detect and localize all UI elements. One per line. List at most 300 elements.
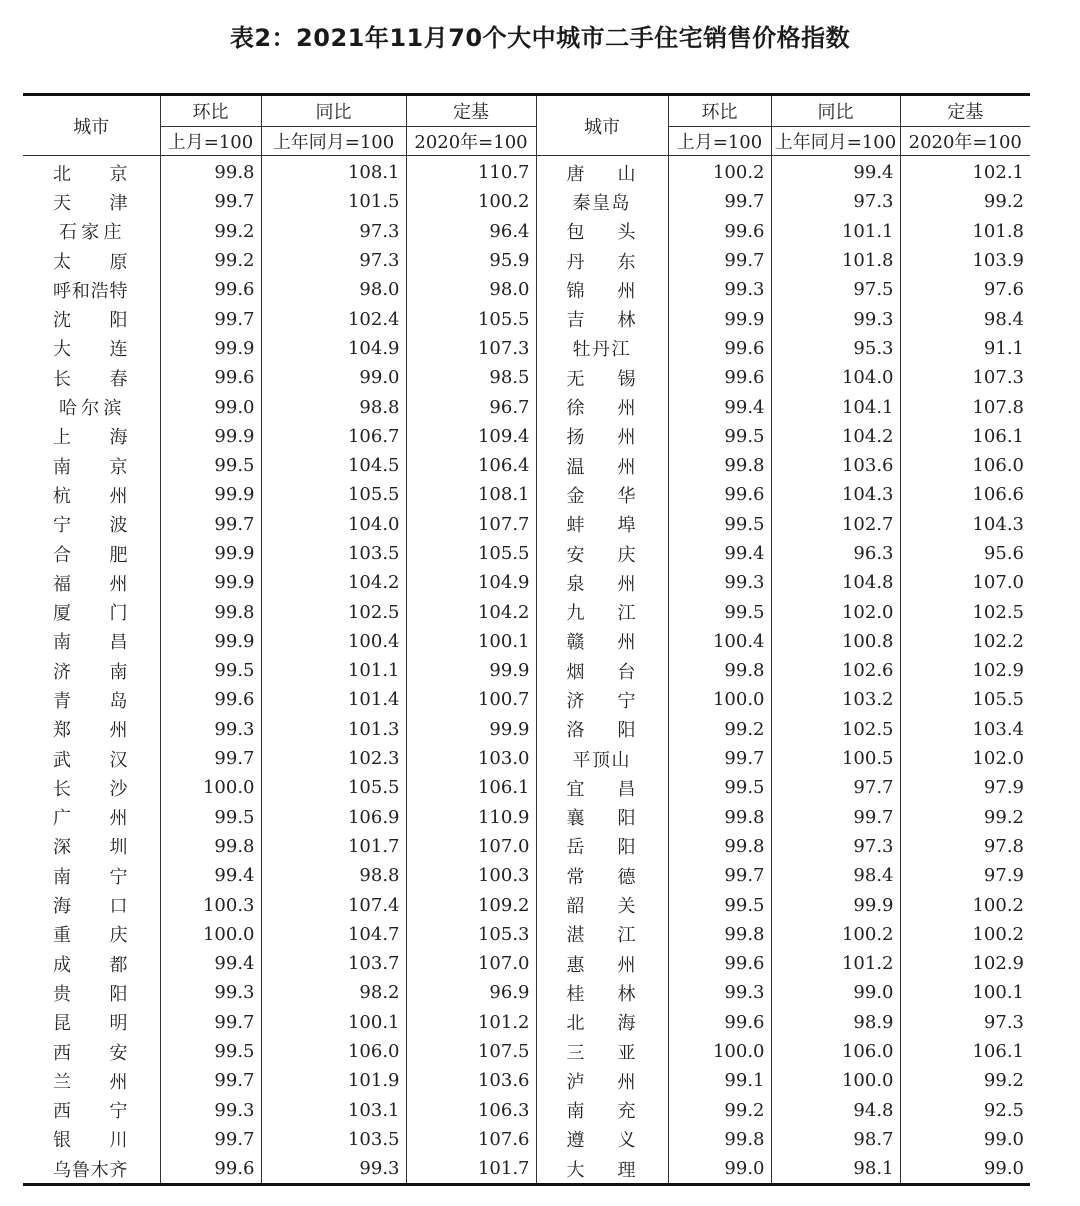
header-base-sub-right: 2020年=100 xyxy=(900,127,1030,156)
left-mom-cell: 99.7 xyxy=(160,1008,261,1037)
left-city-cell: 南 昌 xyxy=(23,627,160,656)
left-city-cell: 天 津 xyxy=(23,187,160,216)
left-city-cell: 南 京 xyxy=(23,451,160,480)
right-city-cell: 锦 州 xyxy=(536,275,668,304)
right-base-cell: 102.2 xyxy=(972,630,1024,652)
left-mom-cell: 99.9 xyxy=(160,334,261,363)
right-base-cell: 92.5 xyxy=(983,1099,1024,1121)
left-mom-cell: 99.6 xyxy=(160,363,261,392)
left-yoy-cell: 104.9 xyxy=(261,334,406,363)
right-city-cell: 大 理 xyxy=(536,1154,668,1185)
left-yoy-cell: 104.7 xyxy=(261,920,406,949)
left-city-cell: 昆 明 xyxy=(23,1008,160,1037)
left-base-cell: 105.3 xyxy=(406,920,536,949)
table-row xyxy=(23,685,1030,714)
right-mom-cell: 99.2 xyxy=(668,715,771,744)
right-city-cell: 包 头 xyxy=(536,217,668,246)
right-yoy-cell: 101.8 xyxy=(771,246,900,275)
right-yoy-cell: 97.3 xyxy=(771,187,900,216)
left-mom-cell: 99.9 xyxy=(160,627,261,656)
table-row xyxy=(23,861,1030,890)
left-yoy-cell: 101.1 xyxy=(261,656,406,685)
left-yoy-cell: 97.3 xyxy=(261,246,406,275)
right-base-cell: 106.1 xyxy=(972,1041,1024,1063)
left-mom-cell: 99.5 xyxy=(160,1037,261,1066)
right-city-cell: 济 宁 xyxy=(536,685,668,714)
left-mom-cell: 100.0 xyxy=(160,920,261,949)
right-yoy-cell: 97.5 xyxy=(771,275,900,304)
table-row xyxy=(23,539,1030,568)
table-row xyxy=(23,304,1030,333)
left-base-cell: 107.7 xyxy=(406,510,536,539)
left-mom-cell: 100.3 xyxy=(160,890,261,919)
left-yoy-cell: 102.5 xyxy=(261,597,406,626)
right-yoy-cell: 103.6 xyxy=(771,451,900,480)
left-mom-cell: 99.7 xyxy=(160,744,261,773)
right-base-cell: 100.2 xyxy=(972,894,1024,916)
right-mom-cell: 99.6 xyxy=(668,334,771,363)
right-city-cell: 襄 阳 xyxy=(536,803,668,832)
header-yoy-sub-right: 上年同月=100 xyxy=(771,127,900,156)
left-yoy-cell: 105.5 xyxy=(261,773,406,802)
table-row xyxy=(23,510,1030,539)
right-city-cell: 宜 昌 xyxy=(536,773,668,802)
left-base-cell: 98.5 xyxy=(406,363,536,392)
right-mom-cell: 99.4 xyxy=(668,539,771,568)
right-city-cell: 安 庆 xyxy=(536,539,668,568)
left-city-cell: 北 京 xyxy=(23,156,160,188)
left-base-cell: 103.0 xyxy=(406,744,536,773)
right-city-cell: 南 充 xyxy=(536,1096,668,1125)
right-mom-cell: 99.3 xyxy=(668,978,771,1007)
left-base-cell: 109.2 xyxy=(406,890,536,919)
right-base-cell: 103.4 xyxy=(972,718,1024,740)
right-yoy-cell: 97.7 xyxy=(771,773,900,802)
left-base-cell: 104.2 xyxy=(406,597,536,626)
left-yoy-cell: 102.4 xyxy=(261,304,406,333)
right-city-cell: 丹 东 xyxy=(536,246,668,275)
right-city-cell: 韶 关 xyxy=(536,890,668,919)
right-yoy-cell: 99.7 xyxy=(771,803,900,832)
right-yoy-cell: 98.7 xyxy=(771,1125,900,1154)
left-base-cell: 107.5 xyxy=(406,1037,536,1066)
table-row xyxy=(23,1037,1030,1066)
left-city-cell: 乌鲁木齐 xyxy=(23,1154,160,1185)
left-base-cell: 110.9 xyxy=(406,803,536,832)
right-mom-cell: 99.8 xyxy=(668,803,771,832)
left-yoy-cell: 100.1 xyxy=(261,1008,406,1037)
right-mom-cell: 99.5 xyxy=(668,890,771,919)
header-yoy: 同比 xyxy=(261,95,406,127)
left-yoy-cell: 103.5 xyxy=(261,1125,406,1154)
table-row xyxy=(23,773,1030,802)
right-yoy-cell: 100.2 xyxy=(771,920,900,949)
left-mom-cell: 99.5 xyxy=(160,451,261,480)
price-index-table xyxy=(23,93,1030,1186)
right-yoy-cell: 99.3 xyxy=(771,304,900,333)
header-base-sub: 2020年=100 xyxy=(406,127,536,156)
table-row xyxy=(23,451,1030,480)
left-city-cell: 郑 州 xyxy=(23,715,160,744)
left-yoy-cell: 99.3 xyxy=(261,1154,406,1185)
left-mom-cell: 99.7 xyxy=(160,304,261,333)
left-city-cell: 海 口 xyxy=(23,890,160,919)
right-mom-cell: 99.5 xyxy=(668,422,771,451)
right-base-cell: 102.9 xyxy=(972,953,1024,975)
left-yoy-cell: 99.0 xyxy=(261,363,406,392)
left-base-cell: 100.1 xyxy=(406,627,536,656)
right-city-cell: 岳 阳 xyxy=(536,832,668,861)
left-city-cell: 成 都 xyxy=(23,949,160,978)
left-city-cell: 太 原 xyxy=(23,246,160,275)
table-row xyxy=(23,422,1030,451)
table-row xyxy=(23,803,1030,832)
right-city-cell: 洛 阳 xyxy=(536,715,668,744)
table-row xyxy=(23,334,1030,363)
right-yoy-cell: 104.8 xyxy=(771,568,900,597)
right-base-cell: 102.0 xyxy=(972,748,1024,770)
left-city-cell: 宁 波 xyxy=(23,510,160,539)
left-mom-cell: 99.9 xyxy=(160,480,261,509)
right-base-cell: 104.3 xyxy=(972,513,1024,535)
left-mom-cell: 99.5 xyxy=(160,803,261,832)
left-mom-cell: 99.7 xyxy=(160,510,261,539)
right-base-cell: 106.1 xyxy=(972,425,1024,447)
right-base-cell: 99.2 xyxy=(983,191,1024,213)
left-city-cell: 深 圳 xyxy=(23,832,160,861)
left-yoy-cell: 106.7 xyxy=(261,422,406,451)
right-yoy-cell: 98.9 xyxy=(771,1008,900,1037)
table-row xyxy=(23,480,1030,509)
left-base-cell: 105.5 xyxy=(406,304,536,333)
left-city-cell: 合 肥 xyxy=(23,539,160,568)
right-yoy-cell: 104.3 xyxy=(771,480,900,509)
right-mom-cell: 100.0 xyxy=(668,685,771,714)
left-mom-cell: 99.4 xyxy=(160,949,261,978)
right-base-cell: 97.9 xyxy=(983,777,1024,799)
right-yoy-cell: 96.3 xyxy=(771,539,900,568)
right-yoy-cell: 94.8 xyxy=(771,1096,900,1125)
right-city-cell: 遵 义 xyxy=(536,1125,668,1154)
right-yoy-cell: 102.7 xyxy=(771,510,900,539)
header-city: 城市 xyxy=(23,95,160,156)
right-city-cell: 九 江 xyxy=(536,597,668,626)
table-row xyxy=(23,217,1030,246)
table-row xyxy=(23,1125,1030,1154)
table-row xyxy=(23,978,1030,1007)
right-yoy-cell: 102.6 xyxy=(771,656,900,685)
right-city-cell: 徐 州 xyxy=(536,392,668,421)
left-base-cell: 101.7 xyxy=(406,1154,536,1185)
right-base-cell: 97.3 xyxy=(983,1011,1024,1033)
left-base-cell: 107.6 xyxy=(406,1125,536,1154)
right-city-cell: 牡丹江 xyxy=(536,334,668,363)
table-row xyxy=(23,392,1030,421)
right-yoy-cell: 100.8 xyxy=(771,627,900,656)
right-base-cell: 105.5 xyxy=(972,689,1024,711)
left-mom-cell: 99.0 xyxy=(160,392,261,421)
left-base-cell: 105.5 xyxy=(406,539,536,568)
left-mom-cell: 99.3 xyxy=(160,715,261,744)
left-base-cell: 108.1 xyxy=(406,480,536,509)
left-base-cell: 109.4 xyxy=(406,422,536,451)
table-row xyxy=(23,715,1030,744)
header-yoy-sub: 上年同月=100 xyxy=(261,127,406,156)
left-mom-cell: 99.2 xyxy=(160,217,261,246)
right-mom-cell: 99.8 xyxy=(668,832,771,861)
right-mom-cell: 99.5 xyxy=(668,510,771,539)
left-city-cell: 南 宁 xyxy=(23,861,160,890)
left-mom-cell: 99.7 xyxy=(160,1125,261,1154)
right-mom-cell: 99.2 xyxy=(668,1096,771,1125)
right-base-cell: 97.6 xyxy=(983,279,1024,301)
left-mom-cell: 99.6 xyxy=(160,1154,261,1185)
right-base-cell: 102.5 xyxy=(972,601,1024,623)
right-city-cell: 泸 州 xyxy=(536,1066,668,1095)
left-yoy-cell: 101.5 xyxy=(261,187,406,216)
right-mom-cell: 99.6 xyxy=(668,363,771,392)
right-mom-cell: 100.4 xyxy=(668,627,771,656)
left-yoy-cell: 108.1 xyxy=(261,156,406,188)
left-mom-cell: 99.3 xyxy=(160,978,261,1007)
left-mom-cell: 99.9 xyxy=(160,539,261,568)
left-mom-cell: 99.8 xyxy=(160,597,261,626)
table-row xyxy=(23,1008,1030,1037)
right-base-cell: 100.2 xyxy=(972,923,1024,945)
right-base-cell: 95.6 xyxy=(983,543,1024,564)
left-base-cell: 106.3 xyxy=(406,1096,536,1125)
right-city-cell: 蚌 埠 xyxy=(536,510,668,539)
right-mom-cell: 99.7 xyxy=(668,744,771,773)
right-base-cell: 98.4 xyxy=(983,308,1024,330)
left-city-cell: 呼和浩特 xyxy=(23,275,160,304)
right-base-cell: 106.0 xyxy=(972,455,1024,477)
left-base-cell: 110.7 xyxy=(406,156,536,188)
left-base-cell: 98.0 xyxy=(406,275,536,304)
left-mom-cell: 99.3 xyxy=(160,1096,261,1125)
left-base-cell: 95.9 xyxy=(406,246,536,275)
right-yoy-cell: 99.4 xyxy=(771,156,900,188)
table-row xyxy=(23,627,1030,656)
left-mom-cell: 100.0 xyxy=(160,773,261,802)
left-base-cell: 103.6 xyxy=(406,1066,536,1095)
left-city-cell: 广 州 xyxy=(23,803,160,832)
left-yoy-cell: 98.2 xyxy=(261,978,406,1007)
table-row xyxy=(23,187,1030,216)
right-mom-cell: 99.6 xyxy=(668,217,771,246)
right-yoy-cell: 98.1 xyxy=(771,1154,900,1185)
left-yoy-cell: 103.1 xyxy=(261,1096,406,1125)
right-city-cell: 桂 林 xyxy=(536,978,668,1007)
left-base-cell: 96.4 xyxy=(406,217,536,246)
right-base-cell: 102.1 xyxy=(972,162,1024,184)
right-base-cell: 97.8 xyxy=(983,835,1024,857)
right-yoy-cell: 102.5 xyxy=(771,715,900,744)
right-yoy-cell: 101.2 xyxy=(771,949,900,978)
right-base-cell: 103.9 xyxy=(972,250,1024,272)
right-yoy-cell: 95.3 xyxy=(771,334,900,363)
left-base-cell: 96.9 xyxy=(406,978,536,1007)
left-yoy-cell: 98.8 xyxy=(261,392,406,421)
right-yoy-cell: 100.5 xyxy=(771,744,900,773)
right-yoy-cell: 104.1 xyxy=(771,392,900,421)
left-city-cell: 长 沙 xyxy=(23,773,160,802)
right-city-cell: 惠 州 xyxy=(536,949,668,978)
right-city-cell: 扬 州 xyxy=(536,422,668,451)
right-mom-cell: 99.5 xyxy=(668,597,771,626)
left-mom-cell: 99.9 xyxy=(160,422,261,451)
left-base-cell: 99.9 xyxy=(406,715,536,744)
left-base-cell: 101.2 xyxy=(406,1008,536,1037)
left-mom-cell: 99.9 xyxy=(160,568,261,597)
left-base-cell: 99.9 xyxy=(406,656,536,685)
left-base-cell: 100.7 xyxy=(406,685,536,714)
left-base-cell: 107.0 xyxy=(406,832,536,861)
right-mom-cell: 99.8 xyxy=(668,656,771,685)
right-mom-cell: 99.0 xyxy=(668,1154,771,1185)
left-city-cell: 西 安 xyxy=(23,1037,160,1066)
left-yoy-cell: 103.5 xyxy=(261,539,406,568)
left-yoy-cell: 98.8 xyxy=(261,861,406,890)
right-mom-cell: 99.6 xyxy=(668,480,771,509)
left-yoy-cell: 98.0 xyxy=(261,275,406,304)
right-mom-cell: 99.3 xyxy=(668,275,771,304)
table-row xyxy=(23,744,1030,773)
right-mom-cell: 99.3 xyxy=(668,568,771,597)
right-yoy-cell: 99.0 xyxy=(771,978,900,1007)
left-base-cell: 106.4 xyxy=(406,451,536,480)
right-base-cell: 102.9 xyxy=(972,660,1024,682)
right-city-cell: 金 华 xyxy=(536,480,668,509)
left-yoy-cell: 101.4 xyxy=(261,685,406,714)
right-city-cell: 无 锡 xyxy=(536,363,668,392)
left-yoy-cell: 104.5 xyxy=(261,451,406,480)
header-mom-sub: 上月=100 xyxy=(160,127,261,156)
table-row xyxy=(23,656,1030,685)
left-yoy-cell: 106.0 xyxy=(261,1037,406,1066)
right-mom-cell: 99.4 xyxy=(668,392,771,421)
left-mom-cell: 99.7 xyxy=(160,187,261,216)
right-base-cell: 107.3 xyxy=(972,367,1024,389)
left-mom-cell: 99.2 xyxy=(160,246,261,275)
right-mom-cell: 100.0 xyxy=(668,1037,771,1066)
left-city-cell: 武 汉 xyxy=(23,744,160,773)
left-city-cell: 福 州 xyxy=(23,568,160,597)
right-city-cell: 三 亚 xyxy=(536,1037,668,1066)
right-base-cell: 99.0 xyxy=(983,1128,1024,1150)
left-base-cell: 100.3 xyxy=(406,861,536,890)
right-city-cell: 唐 山 xyxy=(536,156,668,188)
right-city-cell: 赣 州 xyxy=(536,627,668,656)
left-mom-cell: 99.8 xyxy=(160,156,261,188)
right-mom-cell: 99.8 xyxy=(668,920,771,949)
right-yoy-cell: 104.2 xyxy=(771,422,900,451)
header-mom-sub-right: 上月=100 xyxy=(668,127,771,156)
left-mom-cell: 99.5 xyxy=(160,656,261,685)
left-city-cell: 西 宁 xyxy=(23,1096,160,1125)
left-city-cell: 哈尔滨 xyxy=(23,392,160,421)
left-city-cell: 银 川 xyxy=(23,1125,160,1154)
left-yoy-cell: 100.4 xyxy=(261,627,406,656)
right-base-cell: 97.9 xyxy=(983,865,1024,887)
right-city-cell: 吉 林 xyxy=(536,304,668,333)
left-city-cell: 重 庆 xyxy=(23,920,160,949)
right-base-cell: 107.0 xyxy=(972,572,1024,594)
left-mom-cell: 99.4 xyxy=(160,861,261,890)
table-row xyxy=(23,949,1030,978)
header-mom: 环比 xyxy=(160,95,261,127)
right-mom-cell: 99.8 xyxy=(668,1125,771,1154)
table-row xyxy=(23,1066,1030,1095)
table-row xyxy=(23,246,1030,275)
left-city-cell: 贵 阳 xyxy=(23,978,160,1007)
right-yoy-cell: 100.0 xyxy=(771,1066,900,1095)
table-row xyxy=(23,920,1030,949)
right-base-cell: 100.1 xyxy=(972,982,1024,1004)
left-city-cell: 兰 州 xyxy=(23,1066,160,1095)
table-row xyxy=(23,156,1030,188)
header-mom-right: 环比 xyxy=(668,95,771,127)
left-mom-cell: 99.8 xyxy=(160,832,261,861)
left-base-cell: 107.0 xyxy=(406,949,536,978)
right-base-cell: 99.2 xyxy=(983,806,1024,828)
left-yoy-cell: 101.9 xyxy=(261,1066,406,1095)
left-city-cell: 沈 阳 xyxy=(23,304,160,333)
right-mom-cell: 99.7 xyxy=(668,187,771,216)
right-yoy-cell: 101.1 xyxy=(771,217,900,246)
left-city-cell: 济 南 xyxy=(23,656,160,685)
right-yoy-cell: 97.3 xyxy=(771,832,900,861)
right-mom-cell: 99.8 xyxy=(668,451,771,480)
left-mom-cell: 99.6 xyxy=(160,275,261,304)
left-base-cell: 106.1 xyxy=(406,773,536,802)
right-mom-cell: 99.1 xyxy=(668,1066,771,1095)
right-mom-cell: 99.9 xyxy=(668,304,771,333)
header-base-right: 定基 xyxy=(900,95,1030,127)
left-yoy-cell: 101.7 xyxy=(261,832,406,861)
left-yoy-cell: 104.0 xyxy=(261,510,406,539)
right-mom-cell: 99.6 xyxy=(668,949,771,978)
right-base-cell: 106.6 xyxy=(972,484,1024,506)
right-base-cell: 91.1 xyxy=(983,337,1024,359)
left-city-cell: 大 连 xyxy=(23,334,160,363)
table-row xyxy=(23,363,1030,392)
table-row xyxy=(23,1154,1030,1185)
right-yoy-cell: 102.0 xyxy=(771,597,900,626)
left-city-cell: 青 岛 xyxy=(23,685,160,714)
left-mom-cell: 99.7 xyxy=(160,1066,261,1095)
right-yoy-cell: 104.0 xyxy=(771,363,900,392)
left-base-cell: 107.3 xyxy=(406,334,536,363)
table-body xyxy=(23,156,1030,1185)
left-yoy-cell: 97.3 xyxy=(261,217,406,246)
right-city-cell: 常 德 xyxy=(536,861,668,890)
right-mom-cell: 100.2 xyxy=(668,156,771,188)
left-yoy-cell: 104.2 xyxy=(261,568,406,597)
right-city-cell: 平顶山 xyxy=(536,744,668,773)
right-mom-cell: 99.7 xyxy=(668,246,771,275)
right-base-cell: 99.0 xyxy=(983,1158,1024,1180)
left-city-cell: 上 海 xyxy=(23,422,160,451)
right-mom-cell: 99.6 xyxy=(668,1008,771,1037)
left-city-cell: 长 春 xyxy=(23,363,160,392)
left-city-cell: 石家庄 xyxy=(23,217,160,246)
left-yoy-cell: 105.5 xyxy=(261,480,406,509)
table-row xyxy=(23,1096,1030,1125)
table-row xyxy=(23,597,1030,626)
right-yoy-cell: 98.4 xyxy=(771,861,900,890)
right-city-cell: 泉 州 xyxy=(536,568,668,597)
